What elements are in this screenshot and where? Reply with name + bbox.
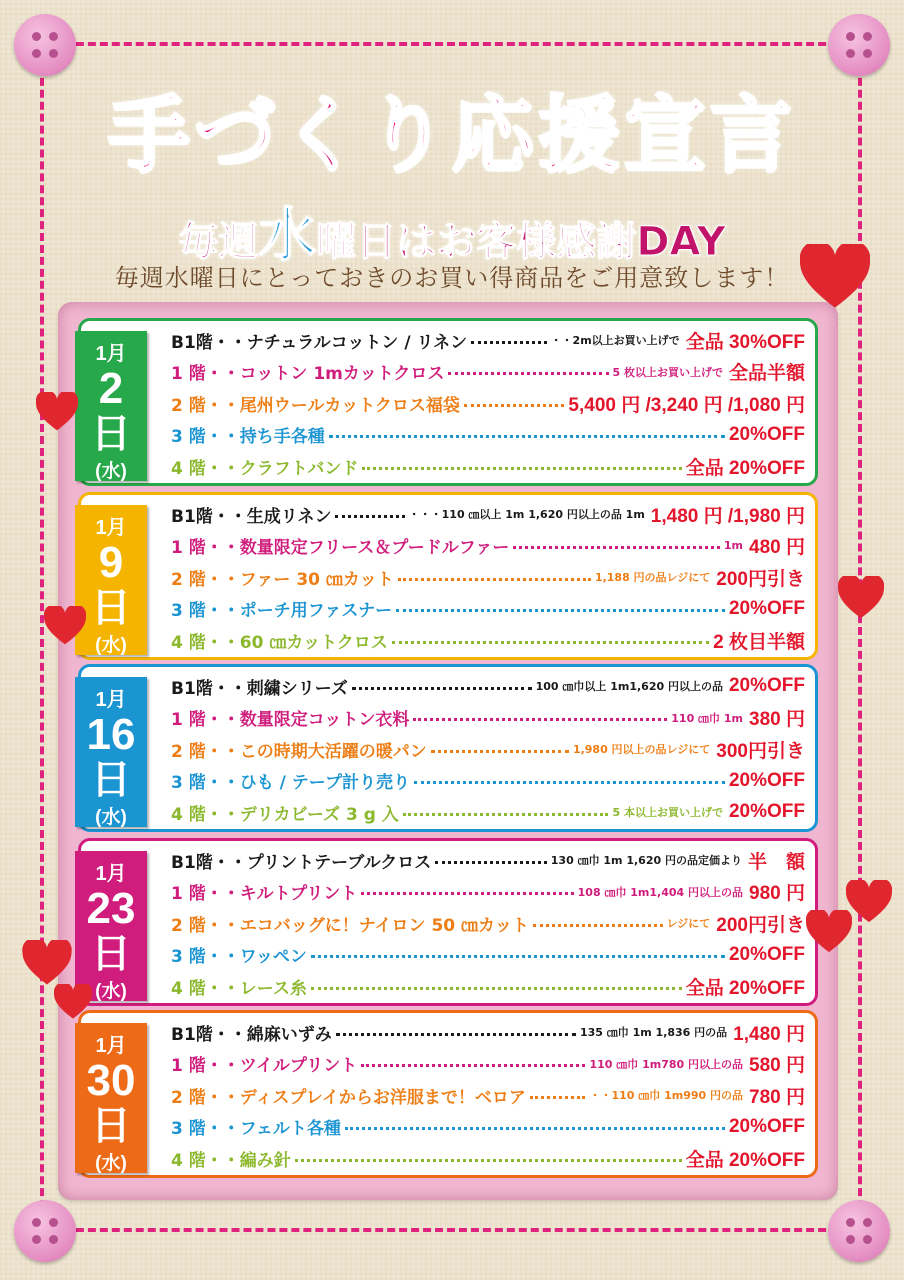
sale-row bbox=[171, 766, 805, 796]
heart-balloon-icon bbox=[838, 576, 884, 620]
date-day-unit: 日 bbox=[91, 1104, 131, 1148]
heart-balloon-icon bbox=[806, 910, 852, 954]
sale-note: ・・110 ㎝巾 1m990 円の品 bbox=[589, 1089, 744, 1102]
subtitle-highlight: 水 bbox=[258, 201, 317, 269]
leader-dots bbox=[396, 609, 725, 612]
pink-button-icon bbox=[828, 14, 890, 76]
date-weekday: (水) bbox=[95, 635, 127, 656]
sale-price: 20%OFF bbox=[728, 1115, 805, 1137]
floor-item: 2 階・・この時期大活躍の暖パン bbox=[171, 741, 427, 762]
sale-note: 1m bbox=[723, 539, 744, 552]
sale-price: 580 円 bbox=[749, 1055, 805, 1076]
date-weekday: (水) bbox=[95, 981, 127, 1002]
sale-row bbox=[171, 388, 805, 418]
sale-price: 20%OFF bbox=[728, 801, 805, 822]
sale-note: 135 ㎝巾 1m 1,836 円の品 bbox=[579, 1026, 728, 1039]
sale-row bbox=[171, 1017, 805, 1047]
sale-note: レジにて bbox=[666, 917, 711, 930]
date-tab bbox=[75, 677, 147, 827]
sale-row bbox=[171, 671, 805, 701]
floor-item: B1階・・刺繍シリーズ bbox=[171, 678, 348, 699]
sale-row bbox=[171, 531, 805, 561]
floor-item: 3 階・・ポーチ用ファスナー bbox=[171, 601, 393, 621]
sale-price: 全品 20%OFF bbox=[685, 457, 805, 479]
sale-price: 780 円 bbox=[749, 1086, 805, 1108]
subtitle-pre: 毎週 bbox=[178, 219, 259, 265]
floor-item: 2 階・・エコバッグに！ナイロン 50 ㎝カット bbox=[171, 915, 529, 936]
sale-note: ・・2m以上お買い上げで bbox=[550, 334, 680, 347]
floor-item: B1階・・生成リネン bbox=[171, 506, 332, 527]
leader-dots bbox=[361, 892, 573, 895]
sale-note: ・・・110 ㎝以上 1m 1,620 円以上の品 1m bbox=[408, 508, 645, 521]
sale-price: 200円引き bbox=[716, 568, 805, 590]
sale-note: 5 本以上お買い上げで bbox=[612, 806, 723, 819]
leader-dots bbox=[361, 1064, 585, 1067]
leader-dots bbox=[392, 641, 709, 644]
heart-balloon-icon bbox=[36, 392, 78, 432]
sale-note: 1,188 円の品レジにて bbox=[594, 571, 711, 584]
sale-row bbox=[171, 845, 805, 875]
week-card bbox=[78, 838, 818, 1006]
floor-item: 3 階・・持ち手各種 bbox=[171, 427, 325, 447]
leader-dots bbox=[464, 404, 565, 407]
sale-price: 全品 20%OFF bbox=[685, 1149, 805, 1171]
heart-balloon-icon bbox=[54, 984, 92, 1020]
date-weekday: (水) bbox=[95, 1153, 127, 1174]
date-day: 30 bbox=[86, 1056, 136, 1105]
leader-dots bbox=[513, 546, 720, 549]
sale-note: 130 ㎝巾 1m 1,620 円の品定価より bbox=[550, 854, 742, 867]
sale-row bbox=[171, 594, 805, 624]
sale-price: 200円引き bbox=[716, 914, 805, 936]
leader-dots bbox=[352, 687, 532, 690]
sale-row bbox=[171, 562, 805, 592]
heart-balloon-icon bbox=[846, 880, 892, 924]
date-tab bbox=[75, 851, 147, 1001]
sale-price: 380 円 bbox=[749, 709, 805, 730]
date-weekday: (水) bbox=[95, 461, 127, 482]
sale-price: 480 円 bbox=[749, 537, 805, 558]
sale-note: 108 ㎝巾 1m1,404 円以上の品 bbox=[577, 885, 744, 899]
leader-dots bbox=[471, 341, 546, 344]
date-month: 1月 bbox=[95, 517, 127, 539]
date-day-unit: 日 bbox=[91, 412, 131, 456]
pink-button-icon bbox=[828, 1200, 890, 1262]
sale-price: 20%OFF bbox=[728, 675, 805, 696]
sale-note: 110 ㎝巾 1m780 円以上の品 bbox=[589, 1057, 744, 1071]
floor-item: 1 階・・コットン 1mカットクロス bbox=[171, 364, 445, 384]
date-day: 16 bbox=[86, 710, 136, 759]
sale-row bbox=[171, 625, 805, 655]
date-month: 1月 bbox=[95, 689, 127, 711]
sale-row bbox=[171, 877, 805, 907]
sale-row bbox=[171, 703, 805, 733]
sale-price: 5,400 円 /3,240 円 /1,080 円 bbox=[568, 394, 805, 416]
sale-price: 1,480 円 bbox=[733, 1023, 805, 1045]
floor-item: 1 階・・ツイルプリント bbox=[171, 1056, 358, 1076]
floor-item: 1 階・・数量限定コットン衣料 bbox=[171, 710, 410, 730]
page-title: 手づくり応援宣言 bbox=[107, 88, 796, 183]
leader-dots bbox=[311, 987, 682, 990]
sale-note: 110 ㎝巾 1m bbox=[671, 711, 744, 725]
week-card bbox=[78, 664, 818, 832]
floor-item: B1階・・ナチュラルコットン / リネン bbox=[171, 332, 468, 353]
floor-item: 4 階・・クラフトバンド bbox=[171, 458, 359, 479]
pink-button-icon bbox=[14, 1200, 76, 1262]
date-day: 23 bbox=[86, 884, 136, 933]
floor-item: B1階・・綿麻いずみ bbox=[171, 1024, 332, 1045]
pink-button-icon bbox=[14, 14, 76, 76]
date-month: 1月 bbox=[95, 343, 127, 365]
sale-row bbox=[171, 357, 805, 387]
leader-dots bbox=[414, 781, 725, 784]
sale-row bbox=[171, 971, 805, 1001]
sale-row bbox=[171, 797, 805, 827]
floor-item: 3 階・・ワッペン bbox=[171, 947, 307, 967]
sale-row bbox=[171, 908, 805, 938]
sale-price: 980 円 bbox=[749, 883, 805, 904]
sale-row bbox=[171, 1049, 805, 1079]
date-month: 1月 bbox=[95, 1035, 127, 1057]
week-card bbox=[78, 318, 818, 486]
week-card bbox=[78, 492, 818, 660]
sale-price: 20%OFF bbox=[728, 423, 805, 445]
date-month: 1月 bbox=[95, 863, 127, 885]
floor-item: 2 階・・ファー 30 ㎝カット bbox=[171, 569, 394, 590]
sale-row bbox=[171, 420, 805, 450]
floor-item: 4 階・・編み針 bbox=[171, 1150, 291, 1171]
sale-row bbox=[171, 325, 805, 355]
floor-item: 3 階・・フェルト各種 bbox=[171, 1119, 341, 1139]
floor-item: 4 階・・レース糸 bbox=[171, 978, 307, 999]
sale-row bbox=[171, 1112, 805, 1142]
sale-price: 全品半額 bbox=[728, 363, 805, 384]
date-tab bbox=[75, 331, 147, 481]
date-day-unit: 日 bbox=[91, 586, 131, 630]
sale-row bbox=[171, 1080, 805, 1110]
leader-dots bbox=[329, 435, 725, 438]
date-day: 9 bbox=[98, 538, 124, 587]
sale-price: 20%OFF bbox=[728, 943, 805, 965]
heart-balloon-icon bbox=[800, 244, 870, 310]
leader-dots bbox=[398, 578, 591, 581]
floor-item: 1 階・・数量限定フリース＆プードルファー bbox=[171, 538, 510, 558]
sale-price: 20%OFF bbox=[728, 597, 805, 619]
date-day-unit: 日 bbox=[91, 758, 131, 802]
date-day: 2 bbox=[98, 364, 124, 413]
sale-price: 半 額 bbox=[747, 851, 805, 873]
leader-dots bbox=[335, 515, 404, 518]
leader-dots bbox=[435, 861, 547, 864]
leader-dots bbox=[362, 467, 681, 470]
floor-item: 2 階・・ディスプレイからお洋服まで！ベロア bbox=[171, 1087, 526, 1108]
leader-dots bbox=[533, 924, 663, 927]
leader-dots bbox=[448, 372, 608, 375]
sale-row bbox=[171, 734, 805, 764]
leader-dots bbox=[431, 750, 569, 753]
sale-row bbox=[171, 940, 805, 970]
floor-item: 3 階・・ひも / テープ計り売り bbox=[171, 773, 410, 793]
floor-item: 4 階・・60 ㎝カットクロス bbox=[171, 632, 388, 653]
leader-dots bbox=[345, 1127, 725, 1130]
leader-dots bbox=[336, 1033, 576, 1036]
heart-balloon-icon bbox=[44, 606, 86, 646]
week-card bbox=[78, 1010, 818, 1178]
heart-balloon-icon bbox=[22, 940, 72, 986]
sale-price: 300円引き bbox=[716, 740, 805, 762]
leader-dots bbox=[311, 955, 725, 958]
floor-item: 1 階・・キルトプリント bbox=[171, 884, 358, 904]
sale-note: 5 枚以上お買い上げで bbox=[612, 365, 723, 379]
date-day-unit: 日 bbox=[91, 932, 131, 976]
sale-note: 100 ㎝巾以上 1m1,620 円以上の品 bbox=[535, 680, 723, 693]
sale-row bbox=[171, 1143, 805, 1173]
date-tab bbox=[75, 1023, 147, 1173]
floor-item: 2 階・・尾州ウールカットクロス福袋 bbox=[171, 395, 460, 416]
leader-dots bbox=[295, 1159, 682, 1162]
leader-dots bbox=[413, 718, 667, 721]
sale-price: 全品 30%OFF bbox=[685, 331, 805, 353]
tagline: 毎週水曜日にとっておきのお買い得商品をご用意致します！ bbox=[114, 264, 790, 292]
sale-row bbox=[171, 499, 805, 529]
leader-dots bbox=[530, 1096, 586, 1099]
floor-item: 4 階・・デリカビーズ 3 g 入 bbox=[171, 804, 399, 825]
subtitle-post: 曜日はお客様感謝DAY bbox=[316, 219, 726, 265]
sale-price: 20%OFF bbox=[728, 769, 805, 791]
sale-price: 1,480 円 /1,980 円 bbox=[650, 505, 805, 527]
sale-row bbox=[171, 451, 805, 481]
floor-item: B1階・・プリントテーブルクロス bbox=[171, 852, 432, 873]
sale-price: 2 枚目半額 bbox=[713, 631, 805, 653]
sale-note: 1,980 円以上の品レジにて bbox=[572, 743, 711, 756]
leader-dots bbox=[403, 813, 609, 816]
date-weekday: (水) bbox=[95, 807, 127, 828]
sale-price: 全品 20%OFF bbox=[685, 977, 805, 999]
